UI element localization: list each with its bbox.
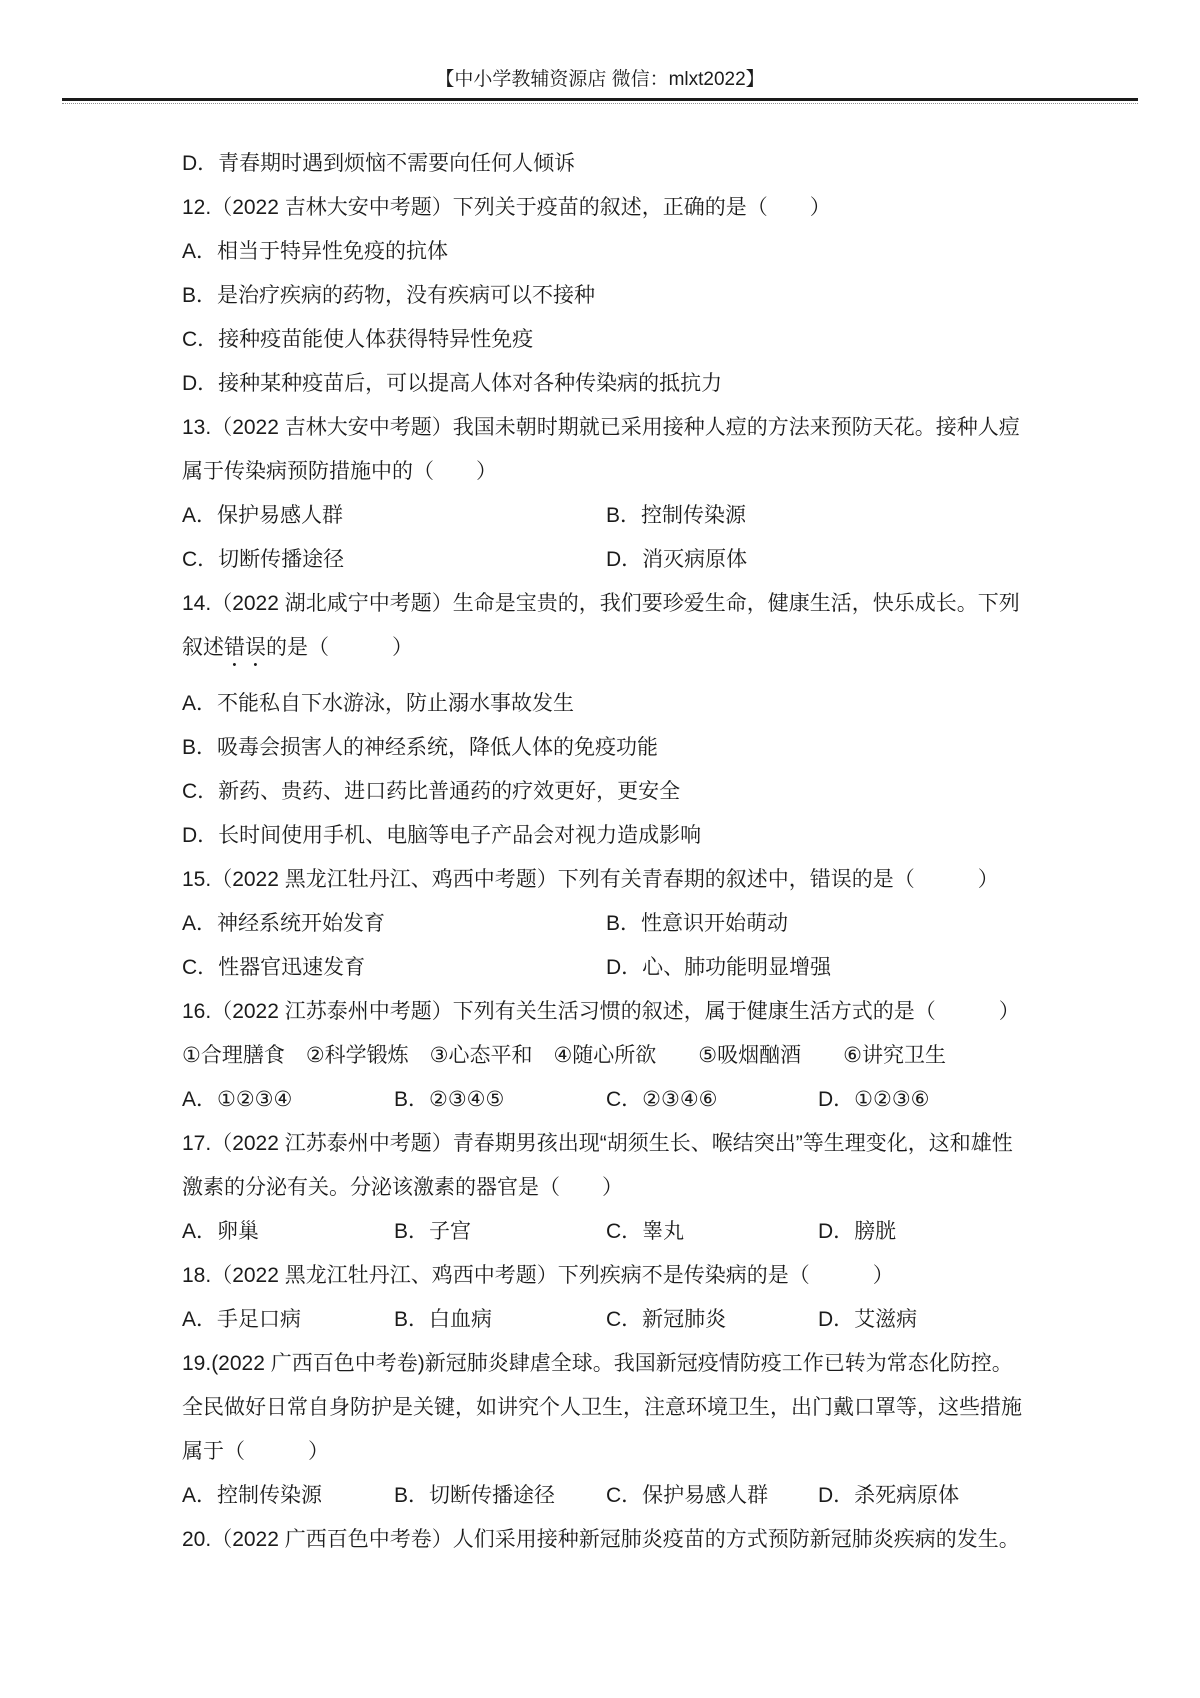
question-16-items <box>182 1034 1050 1078</box>
option-a-text: A．控制传染源 <box>182 1484 323 1507</box>
option-c-text: C．②③④⑥ <box>606 1088 718 1111</box>
option-d-text: D．消灭病原体 <box>606 548 748 571</box>
question-12-option-b <box>182 274 1050 318</box>
question-18-stem <box>182 1254 1050 1298</box>
question-15-options-ab <box>182 902 1050 946</box>
question-19-stem-line-1 <box>182 1342 1050 1386</box>
question-16-items-text: ①合理膳食 ②科学锻炼 ③心态平和 ④随心所欲 ⑤吸烟酗酒 ⑥讲究卫生 <box>182 1044 946 1067</box>
question-14-option-d <box>182 814 1050 858</box>
question-19-options <box>182 1474 1050 1518</box>
question-18-stem-text: 18.（2022 黑龙江牡丹江、鸡西中考题）下列疾病不是传染病的是（ ） <box>182 1264 894 1287</box>
option-d-text: D．①②③⑥ <box>818 1088 930 1111</box>
option-d-text: D．接种某种疫苗后，可以提高人体对各种传染病的抵抗力 <box>182 372 723 395</box>
question-14-stem-line-2 <box>182 626 1050 671</box>
question-17-stem-text: 17.（2022 江苏泰州中考题）青春期男孩出现“胡须生长、喉结突出”等生理变化，这和雄性 <box>182 1132 1013 1155</box>
header-watermark-text: 【中小学教辅资源店 微信：mlxt2022】 <box>435 69 765 90</box>
question-16-options <box>182 1078 1050 1122</box>
question-17-options <box>182 1210 1050 1254</box>
question-15-stem-text: 15.（2022 黑龙江牡丹江、鸡西中考题）下列有关青春期的叙述中，错误的是（ ） <box>182 868 999 891</box>
option-d-text: D．膀胱 <box>818 1220 897 1243</box>
option-a-text: A．保护易感人群 <box>182 504 344 527</box>
question-17-stem-line-1 <box>182 1122 1050 1166</box>
question-14-option-b <box>182 726 1050 770</box>
question-13-options-ab <box>182 494 1050 538</box>
question-19-stem-text: 全民做好日常自身防护是关键，如讲究个人卫生，注意环境卫生，出门戴口罩等，这些措施 <box>182 1396 1022 1419</box>
option-c-text: C．保护易感人群 <box>606 1484 769 1507</box>
option-c-text: C．接种疫苗能使人体获得特异性免疫 <box>182 328 534 351</box>
question-18-options <box>182 1298 1050 1342</box>
question-12-stem <box>182 186 1050 230</box>
document-body <box>0 104 1200 1562</box>
text-run: 的是（ ） <box>266 636 413 659</box>
question-15-stem <box>182 858 1050 902</box>
option-b-text: B．子宫 <box>394 1220 472 1243</box>
question-17-stem-line-2 <box>182 1166 1050 1210</box>
question-14-option-c <box>182 770 1050 814</box>
option-b-text: B．性意识开始萌动 <box>606 912 789 935</box>
option-d-text: D．长时间使用手机、电脑等电子产品会对视力造成影响 <box>182 824 702 847</box>
question-11-option-d <box>182 142 1050 186</box>
question-14-stem-line-1 <box>182 582 1050 626</box>
question-12-option-d <box>182 362 1050 406</box>
question-16-stem-text: 16.（2022 江苏泰州中考题）下列有关生活习惯的叙述，属于健康生活方式的是（ ） <box>182 1000 1020 1023</box>
option-a-text: A．①②③④ <box>182 1088 293 1111</box>
option-c-text: C．新冠肺炎 <box>606 1308 727 1331</box>
emphasized-text: 错误 <box>224 636 266 659</box>
option-c-text: C．新药、贵药、进口药比普通药的疗效更好，更安全 <box>182 780 681 803</box>
option-a-text: A．卵巢 <box>182 1220 260 1243</box>
question-12-stem-text: 12.（2022 吉林大安中考题）下列关于疫苗的叙述，正确的是（ ） <box>182 196 831 219</box>
option-c-text: C．切断传播途径 <box>182 548 345 571</box>
question-17-stem-text: 激素的分泌有关。分泌该激素的器官是（ ） <box>182 1176 623 1199</box>
question-14-stem-text <box>182 626 1050 671</box>
question-20-stem <box>182 1518 1050 1562</box>
option-a-text: A．不能私自下水游泳，防止溺水事故发生 <box>182 692 575 715</box>
option-c-text: C．睾丸 <box>606 1220 685 1243</box>
question-15-options-cd <box>182 946 1050 990</box>
option-b-text: B．控制传染源 <box>606 504 747 527</box>
question-14-option-a <box>182 682 1050 726</box>
question-13-stem-line-2 <box>182 450 1050 494</box>
question-12-option-c <box>182 318 1050 362</box>
question-14-stem-text: 14.（2022 湖北咸宁中考题）生命是宝贵的，我们要珍爱生命，健康生活，快乐成长。下列 <box>182 592 1020 615</box>
option-a-text: A．神经系统开始发育 <box>182 912 386 935</box>
option-c-text: C．性器官迅速发育 <box>182 956 366 979</box>
question-13-stem-line-1 <box>182 406 1050 450</box>
question-13-stem-text: 属于传染病预防措施中的（ ） <box>182 460 497 483</box>
option-d-text: D．艾滋病 <box>818 1308 918 1331</box>
option-b-text: B．②③④⑤ <box>394 1088 505 1111</box>
question-19-stem-text: 19.(2022 广西百色中考卷)新冠肺炎肆虐全球。我国新冠疫情防疫工作已转为常态化防控。 <box>182 1352 1013 1375</box>
question-19-stem-text: 属于（ ） <box>182 1440 329 1463</box>
option-b-text: B．切断传播途径 <box>394 1484 556 1507</box>
question-19-stem-line-2 <box>182 1386 1050 1430</box>
text-run: 叙述 <box>182 636 224 659</box>
question-19-stem-line-3 <box>182 1430 1050 1474</box>
option-d-text: D．心、肺功能明显增强 <box>606 956 832 979</box>
option-d-text: D．青春期时遇到烦恼不需要向任何人倾诉 <box>182 152 576 175</box>
question-20-stem-text: 20.（2022 广西百色中考卷）人们采用接种新冠肺炎疫苗的方式预防新冠肺炎疾病的发生。 <box>182 1528 1020 1551</box>
question-12-option-a <box>182 230 1050 274</box>
question-13-stem-text: 13.（2022 吉林大安中考题）我国未朝时期就已采用接种人痘的方法来预防天花。接种人痘 <box>182 416 1020 439</box>
question-16-stem <box>182 990 1050 1034</box>
option-b-text: B．是治疗疾病的药物，没有疾病可以不接种 <box>182 284 596 307</box>
option-a-text: A．相当于特异性免疫的抗体 <box>182 240 449 263</box>
option-a-text: A．手足口病 <box>182 1308 302 1331</box>
option-b-text: B．吸毒会损害人的神经系统，降低人体的免疫功能 <box>182 736 659 759</box>
option-d-text: D．杀死病原体 <box>818 1484 960 1507</box>
question-13-options-cd <box>182 538 1050 582</box>
option-b-text: B．白血病 <box>394 1308 493 1331</box>
